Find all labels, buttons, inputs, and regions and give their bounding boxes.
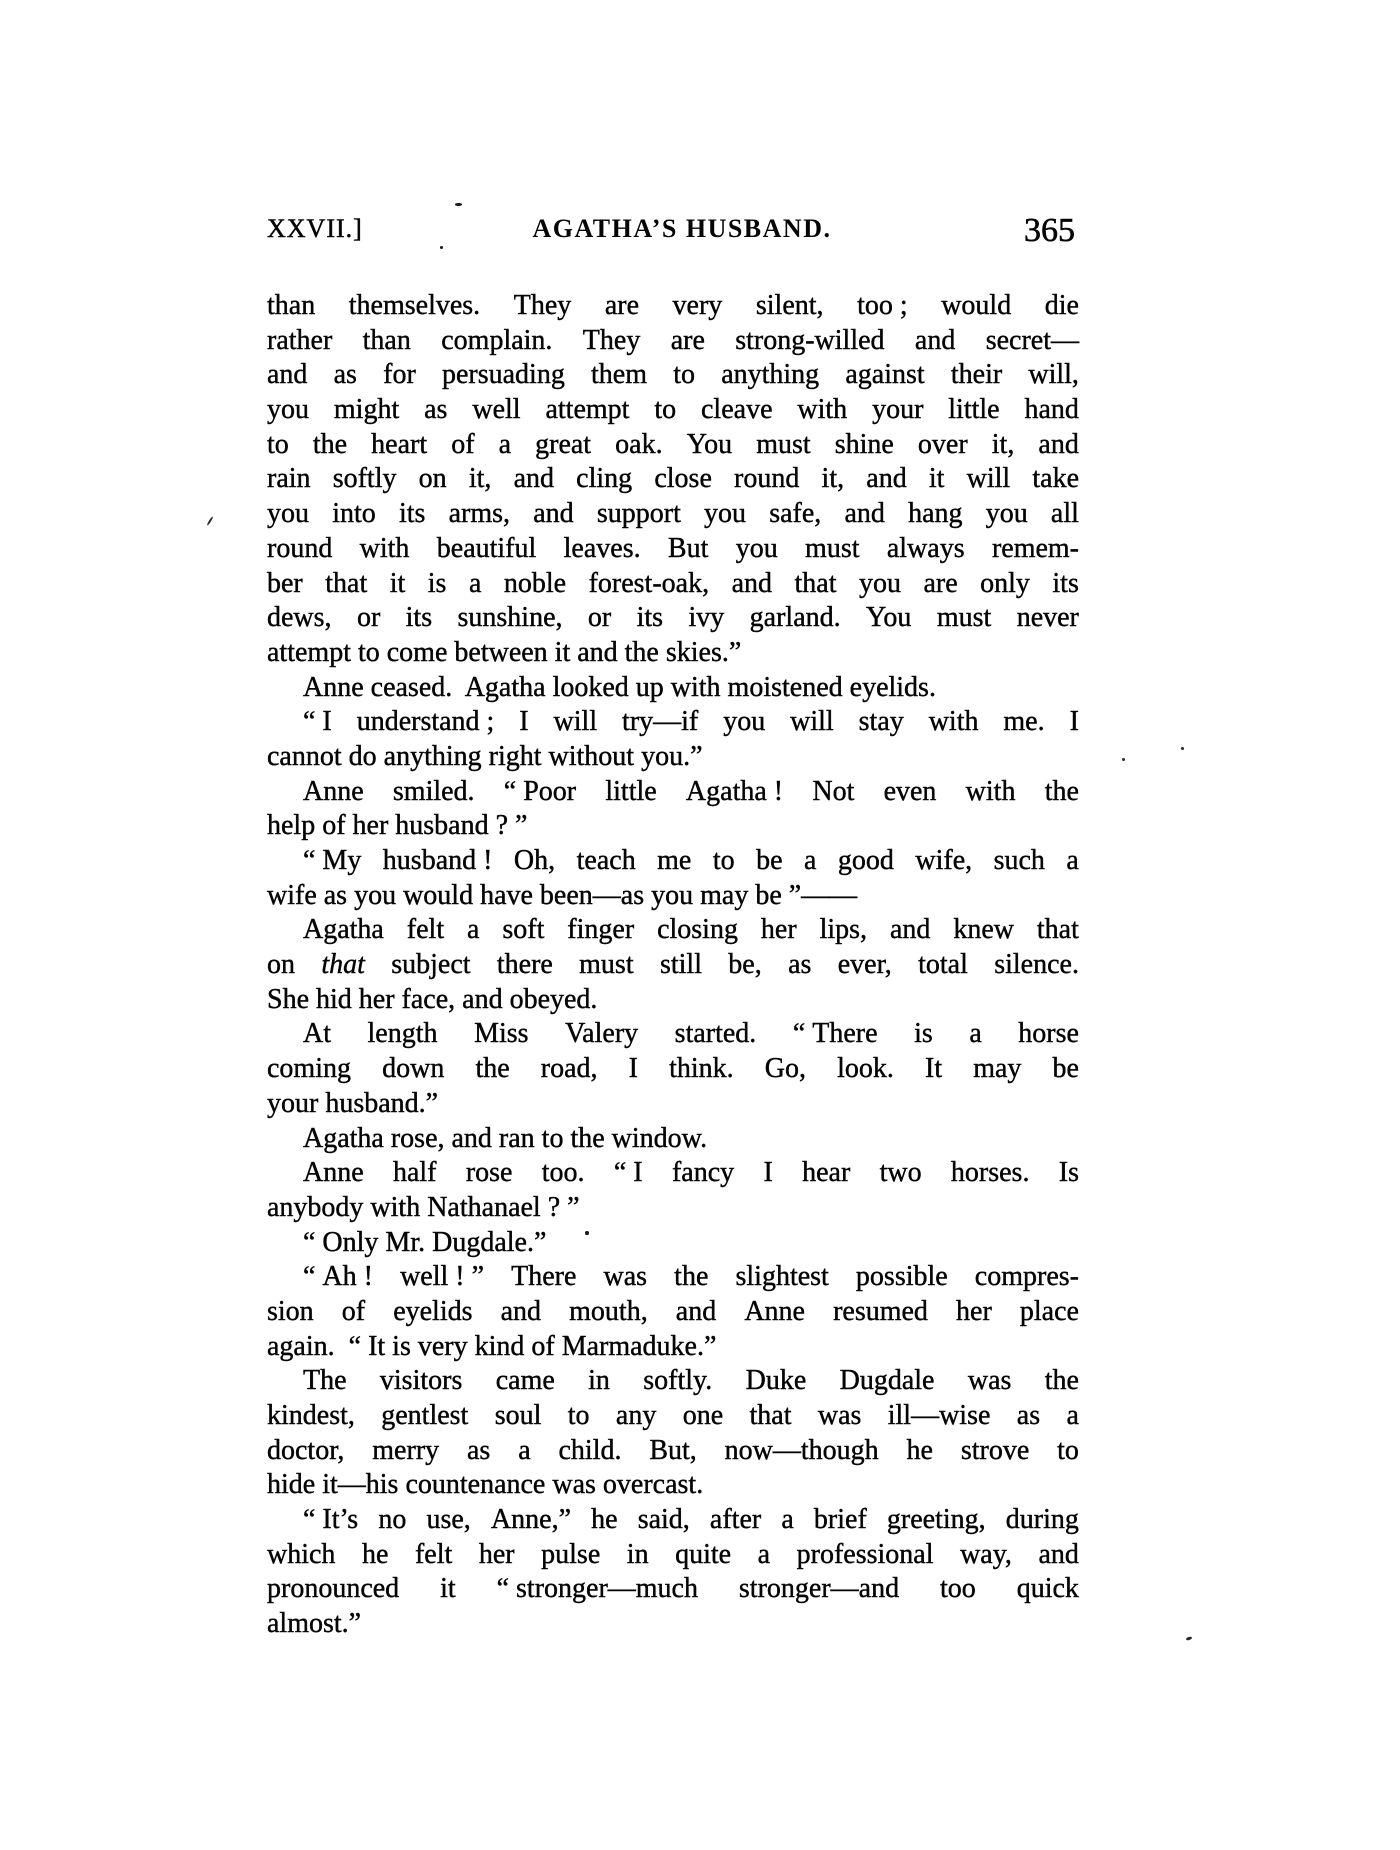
scan-speck <box>1186 1636 1193 1641</box>
text-line: you might as well attempt to cleave with your little hand <box>267 394 1079 426</box>
text-line: coming down the road, I think. Go, look. It may be <box>267 1053 1079 1085</box>
text-line: ber that it is a noble forest-oak, and that you are only its <box>267 567 1079 599</box>
text-line: hide it—his countenance was overcast. <box>267 1469 704 1501</box>
text-line: “ My husband ! Oh, teach me to be a good wife, such a <box>303 845 1079 876</box>
text-line: rain softly on it, and cling close round it, and it will take <box>267 463 1079 495</box>
scan-speck <box>440 246 443 249</box>
text-line: cannot do anything right without you.” <box>267 740 703 772</box>
text-line: which he felt her pulse in quite a professional way, and <box>267 1538 1079 1570</box>
page-number: 365 <box>1024 212 1075 249</box>
text-line: attempt to come between it and the skies.” <box>267 636 742 668</box>
text-line: round with beautiful leaves. But you must always remem- <box>267 532 1079 564</box>
text-line: rather than complain. They are strong-willed and secret— <box>267 324 1079 356</box>
scan-speck <box>585 1231 589 1235</box>
text-line: and as for persuading them to anything against their will, <box>267 359 1079 391</box>
text-line: “ Ah ! well ! ” There was the slightest possible compres- <box>303 1261 1079 1293</box>
text-line: “ I understand ; I will try—if you will stay with me. I <box>303 706 1079 738</box>
text-line: wife as you would have been—as you may be ”—— <box>267 879 858 911</box>
text-line: on that subject there must still be, as ever, total silence. <box>267 949 1079 981</box>
text-line: Anne half rose too. “ I fancy I hear two horses. Is <box>303 1157 1079 1189</box>
text-line: doctor, merry as a child. But, now—though he strove to <box>267 1434 1079 1466</box>
text-line: Agatha felt a soft finger closing her lips, and knew that <box>303 914 1079 946</box>
text-line: “ Only Mr. Dugdale.” <box>303 1226 547 1258</box>
scan-speck <box>207 516 214 526</box>
scan-speck <box>1181 747 1184 750</box>
text-line: She hid her face, and obeyed. <box>267 983 598 1015</box>
text-line: pronounced it “ stronger—much stronger—and too quick <box>267 1573 1079 1605</box>
text-line: At length Miss Valery started. “ There is a horse <box>303 1018 1079 1050</box>
running-header <box>267 204 1079 249</box>
text-line: Anne ceased. Agatha looked up with moistened eyelids. <box>303 671 936 703</box>
running-title: AGATHA’S HUSBAND. <box>532 214 832 243</box>
text-line: than themselves. They are very silent, too ; would die <box>267 290 1079 321</box>
text-line: sion of eyelids and mouth, and Anne resumed her place <box>267 1295 1079 1327</box>
text-line: again. “ It is very kind of Marmaduke.” <box>267 1330 717 1362</box>
text-line: you into its arms, and support you safe, and hang you all <box>267 498 1079 530</box>
text-line: help of her husband ? ” <box>267 810 528 842</box>
scan-speck <box>1122 758 1125 761</box>
text-line: kindest, gentlest soul to any one that was ill—wise as a <box>267 1400 1079 1431</box>
scan-speck <box>455 203 462 206</box>
text-line: The visitors came in softly. Duke Dugdale was the <box>303 1365 1079 1397</box>
text-line: dews, or its sunshine, or its ivy garland. You must never <box>267 602 1079 634</box>
page-text <box>267 289 1079 1642</box>
text-line: almost.” <box>267 1608 362 1640</box>
text-line: your husband.” <box>267 1087 439 1119</box>
text-line: “ It’s no use, Anne,” he said, after a brief greeting, during <box>303 1504 1079 1536</box>
chapter-marker: XXVII.] <box>267 214 363 243</box>
text-line: Agatha rose, and ran to the window. <box>303 1122 708 1154</box>
text-line: Anne smiled. “ Poor little Agatha ! Not even with the <box>303 775 1079 807</box>
text-line: anybody with Nathanael ? ” <box>267 1191 580 1223</box>
text-line: to the heart of a great oak. You must shine over it, and <box>267 428 1079 460</box>
